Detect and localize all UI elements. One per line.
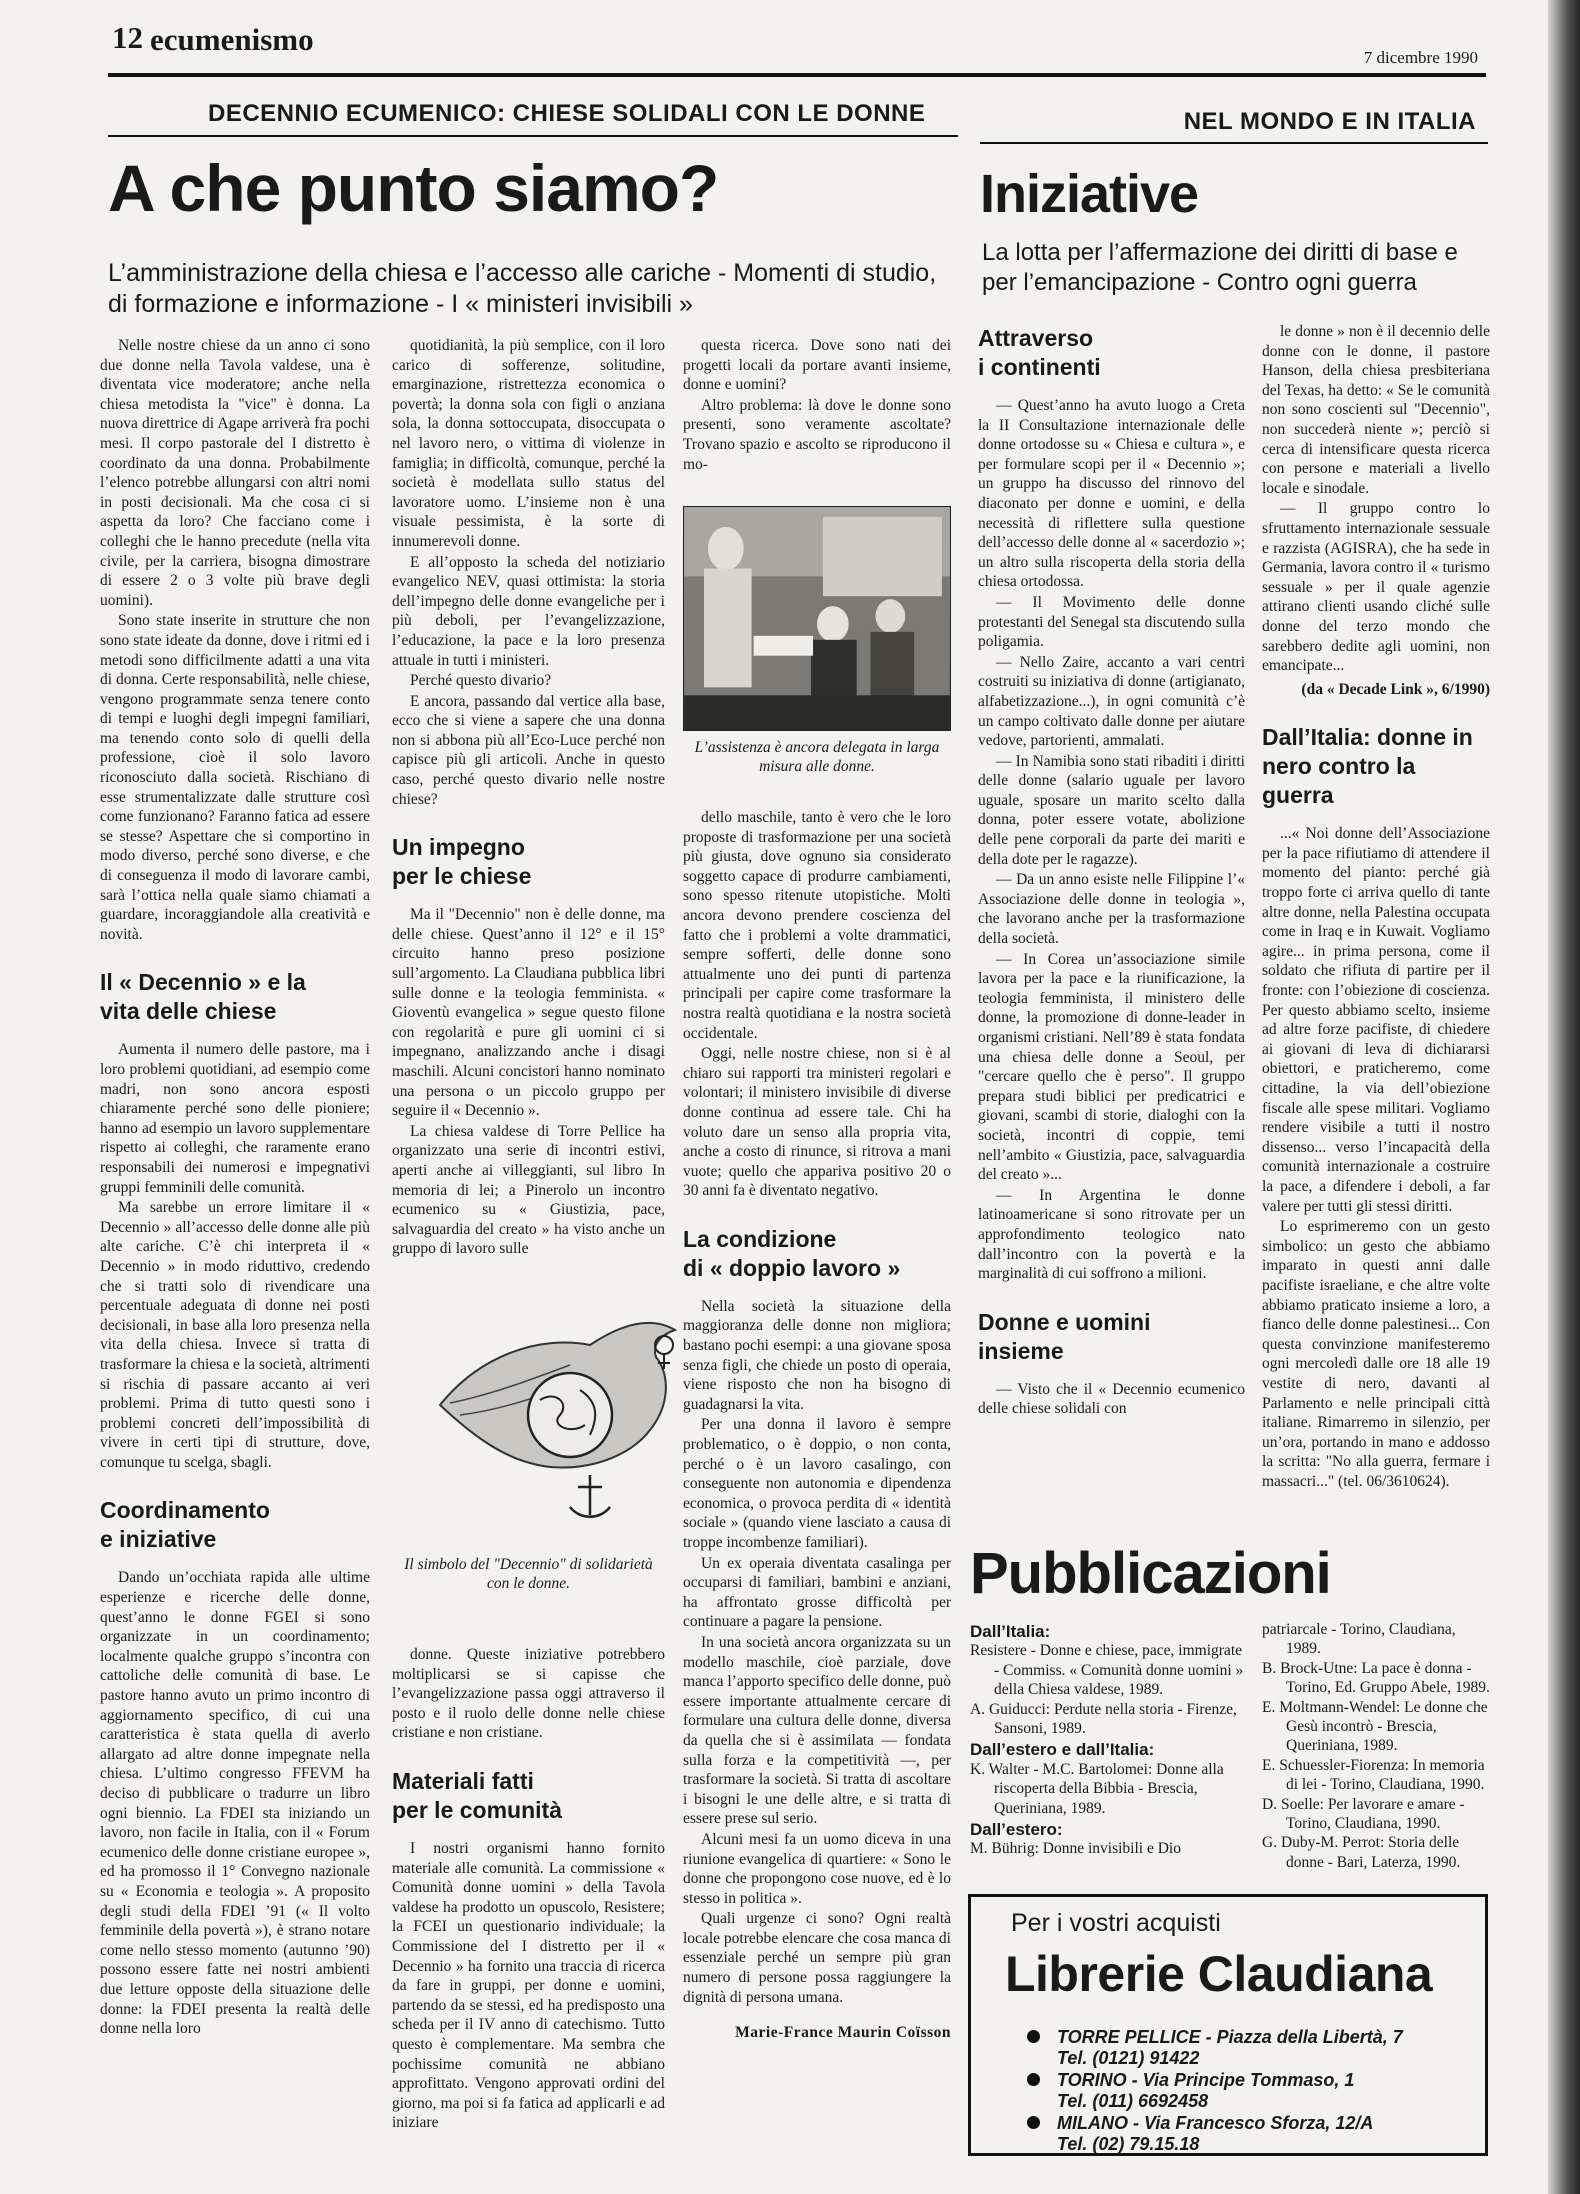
header-rule [108,73,1486,77]
paragraph: I nostri organismi hanno fornito materiale alle comunità. La commissione « Comunità donne uomini » della Tavola valdese ha prodotto un opuscolo, Resistere; la FCEI un questionario individuale; la Commissione del I distretto per il « Decennio » ha fornito una traccia di ricerca da fare in gruppi, per donne e uomini, partendo da se stessi, ed ha predisposto una scheda per il IV anno di catechismo. Tutto questo è complementare. Ma sembra che pochissime comunità ne abbiano approfittato. Vengono approvati ordini del giorno, ma poi si fa fatica ad applicarli e ad iniziare [392,1839,665,2132]
publication-entry: A. Guiducci: Perdute nella storia - Firenze, Sansoni, 1989. [970,1700,1237,1738]
paragraph: — Quest’anno ha avuto luogo a Creta la II Consultazione internazionale delle donne ortodosse su « Chiesa e cultura », e per formulare scopi per il « Decennio »; un gruppo ha discusso del rinnovo del diaconato per donne e uomini, e della necessità di riflettere sulla questione dell’accesso delle donne al « sacerdozio »; un altro sulla riscoperta della storia della chiesa ortodossa. [978,397,1245,591]
issue-date: 7 dicembre 1990 [1363,48,1478,67]
paragraph: — Nello Zaire, accanto a vari centri costruiti su iniziativa di donne (artigianato, alfabetizzazione...), in ogni comunità c’è un campo coltivato dalle donne per aiutare vedove, partorienti, ammalati. [978,653,1245,750]
paragraph: quotidianità, la più semplice, con il loro carico di sofferenze, solitudine, emarginazione, ristrettezza economica o povertà; la donna sola con figli o anziana sola, la donna sottoccupata, disoccupata o nel lavoro nero, o vittima di violenze in famiglia; in difficoltà, comunque, perché la società è modellata sullo status del lavoratore uomo. L’insieme non è una visuale pessimista, è la sorte di innumerevoli donne. [392,337,665,550]
ad-store-torre-pellice: TORRE PELLICE - Piazza della Libertà, 7 Tel. (0121) 91422 [1057,2027,1403,2069]
subheading: Donne e uomini insieme [978,1308,1151,1364]
right-article-title: Iniziative [980,164,1199,224]
paragraph: — Visto che il « Decennio ecumenico delle chiese solidali con [978,1380,1245,1418]
publication-group-heading: Dall’estero e dall’Italia: [970,1740,1155,1760]
page-edge-shadow [1548,0,1580,2194]
left-article-title: A che punto siamo? [108,151,719,225]
band-right-title: NEL MONDO E IN ITALIA [1183,108,1476,135]
paragraph: questa ricerca. Dove sono nati dei progetti locali da portare avanti insieme, donne e uomini? [683,337,951,394]
paragraph: In una società ancora organizzata su un modello maschile, cioè parziale, dove manca l’apporto specifico delle donne, può essere importante attualmente cercare di formulare una cultura delle donne, diversa da quella che si è assimilata — fondata sulla forza e la competitività —, per trasformare la società. Si tratta di ascoltare i bisogni le une delle altre, e si tratta di essere prese sul serio. [683,1633,951,1828]
paragraph: Per una donna il lavoro è sempre problematico, o è doppio, o non conta, perché o è un lavoro casalingo, con conseguente non autonomia e dipendenza economica, o provoca perdita di « identità sociale » (quando viene lasciato a causa di troppe incombenze familiari). [683,1416,951,1551]
right-article-column-1 [978,300,1245,1490]
left-article-column-2a [392,336,665,1266]
paragraph: — In Namibia sono stati ribaditi i diritti delle donne (salario uguale per lavoro uguale, sposare un marito scelto dalla donna, poter essere votate, abolizione delle pene corporali da parte dei mariti e della dote per le ragazze). [978,752,1245,868]
publications-list-left [970,1620,1248,1859]
paragraph: Sono state inserite in strutture che non sono state ideate da donne, dove i ritmi ed i metodi sono difficilmente adatti a una vita di donna. Certe responsabilità, nelle chiese, vengono programmate senza tenere conto di tempi e luoghi degli impegni familiari, ma tenendo conto solo di quelli della professione, cioè il solo lavoro riconosciuto dalla società. Rischiano di esse strumentalizzate dalle strutture così come funzionano? Faranno fatica ad essere se stesse? Aspettare che si comportino in modo diverso, perché sono diverse, e che di conseguenza il modo di lavorare cambi, sarà l’ottica nella quale siamo chiamati a guardare, incoraggiandole alla creatività e novità. [100,612,370,943]
paragraph: Quali urgenze ci sono? Ogni realtà locale potrebbe elencare che cosa manca di essenziale perché un sempre più gran numero di persone possa raggiungere la dignità di persona umana. [683,1910,951,2006]
publication-entry: Resistere - Donne e chiese, pace, immigrate - Commiss. « Comunità donne uomini » della Chiesa valdese, 1989. [970,1642,1244,1699]
band-left-title: DECENNIO ECUMENICO: CHIESE SOLIDALI CON LE DONNE [208,100,926,127]
section-title: ecumenismo [150,22,314,57]
paragraph: Ma sarebbe un errore limitare il « Decennio » all’accesso delle donne alle più alte cariche. C’è chi interpreta il « Decennio » in modo riduttivo, credendo che si tratti solo di rivendicare una percentuale adeguata di donne nei posti decisionali, in base alla loro presenza nella vita della chiesa. Invece si tratta di trasformare la chiesa e la società, altrimenti si rischia di passare accanto ai veri problemi. Prima di tutto questi sono i problemi concreti dell’impossibilità di vivere in certi tipi di strutture, dove, comunque tu scelga, sbagli. [100,1199,370,1471]
paragraph: Nella società la situazione della maggioranza delle donne non migliora; bastano pochi esempi: a una giovane sposa senza figli, che chiede un posto di operaia, viene risposto che non ha bisogno di guadagnarsi la vita. [683,1297,951,1413]
publication-entry: M. Bührig: Donne invisibili e Dio [970,1840,1181,1858]
bullet-icon [1027,2116,1040,2129]
paragraph: Lo esprimeremo con un gesto simbolico: un gesto che abbiamo imparato in questi anni dalle pacifiste israeliane, e che altre volte abbiamo praticato insieme a loro, a fianco delle donne palestinesi... Con questa convinzione manifesteremo ogni mercoledì dalle ore 18 alle 19 vestite di nero, davanti al Parlamento e nelle principali città italiane. Rimarremo in silenzio, per un’ora, portando in mano e addosso la scritta: "No alla guerra, fermare i massacri..." (tel. 06/3610624). [1262,1218,1490,1490]
paragraph: — Il Movimento delle donne protestanti del Senegal sta discutendo sulla poligamia. [978,593,1245,651]
paragraph: La chiesa valdese di Torre Pellice ha organizzato una serie di incontri estivi, aperti anche ai villeggianti, sul libro In memoria di lei; a Pinerolo un incontro ecumenico su « Giustizia, pace, salvaguardia del creato » ha visto anche un gruppo di lavoro sulle [392,1122,665,1258]
ad-store-name: Librerie Claudiana [1005,1946,1433,2002]
bullet-icon [1027,2073,1040,2086]
paragraph: Oggi, nelle nostre chiese, non si è al chiaro sui rapporti tra ministeri regolari e volontari; il ministero invisibile di diverse donne continua ad essere tale. Chi ha voluto dare un senso alla propria vita, anche a costo di rinunce, si ritrova a mani vuote; quello che appariva positivo 20 o 30 anni fa è diventato negativo. [683,1045,951,1200]
left-article-deck: L’amministrazione della chiesa e l’accesso alle cariche - Momenti di studio, di formazione e informazione - I « ministeri invisibili » [108,259,937,318]
author-signature: Marie-France Maurin Coïsson [735,2024,951,2042]
claudiana-ad [968,1894,1488,2156]
ad-store-torino: TORINO - Via Principe Tommaso, 1 Tel. (011) 6692458 [1057,2070,1354,2112]
paragraph: le donne » non è il decennio delle donne con le donne, il pastore Hanson, della chiesa presbiteriana del Texas, ha detto: « Se le comunità non sono coscienti sul "Decennio", non succederà niente »; perciò si cerca di intensificare questa ricerca con persone e materiali a livello locale e sinodale. [1262,323,1490,497]
subheading: Dall’Italia: donne in nero contro la guerra [1262,724,1473,809]
publication-entry: D. Soelle: Per lavorare e amare - Torino, Claudiana, 1990. [1262,1795,1465,1833]
assistance-photo [683,506,951,731]
page-number: 12 [112,20,143,55]
dove-caption: Il simbolo del "Decennio" di solidarietà con le donne. [404,1556,653,1592]
ad-tagline: Per i vostri acquisti [1011,1909,1221,1937]
subheading: Il « Decennio » e la vita delle chiese [100,969,306,1025]
left-article-column-3a [683,336,951,496]
paragraph: ...« Noi donne dell’Associazione per la pace rifiutiamo di attendere il momento del pianto: perché già troppo forte ci arriva quello di tante altre donne, nella Palestina occupata come in Iraq e in Kuwait. Vogliamo agire... in prima persona, come il soldato che rifiuta di partire per il fronte: con l’obiezione di coscienza. Per questo abbiamo scelto, insieme ad altre forze pacifiste, di chiedere ai giovani di leva di dichiararsi obiettori, e praticheremo, come cittadine, la via dell’obiezione fiscale alle spese militari. Vogliamo rendere visibile a tutti il nostro dissenso... verso l’incapacità della comunità internazionale a costruire la pace, a difendere i deboli, a far valere per tutti gli stessi diritti. [1262,825,1490,1215]
right-article-column-2 [1262,322,1490,1490]
publication-group-heading: Dall’Italia: [970,1622,1051,1641]
paragraph: E all’opposto la scheda del notiziario evangelico NEV, quasi ottimista: la storia dell’impegno delle donne evangeliche per i più deboli, per l’evangelizzazione, l’educazione, la pace e la loro presenza attuale in tutti i ministeri. [392,553,665,669]
left-article-column-2b [392,1645,665,2175]
paragraph: Perché questo divario? [410,672,552,690]
subheading: Materiali fatti per le comunità [392,1767,562,1823]
publication-entry: B. Brock-Utne: La pace è donna - Torino, Ed. Gruppo Abele, 1989. [1262,1659,1490,1697]
bullet-icon [1027,2030,1040,2043]
paragraph: Altro problema: là dove le donne sono presenti, sono veramente ascoltate? Trovano spazio e ascolto se riproducono il mo- [683,396,951,473]
subheading: La condizione di « doppio lavoro » [683,1225,901,1281]
decade-dove-symbol [420,1285,690,1545]
paragraph: E ancora, passando dal vertice alla base, ecco che si viene a sapere che una donna non si abbona più all’Eco-Luce perché non capisce più gli articoli. Anche in questo caso, perché questo divario nelle nostre chiese? [392,692,665,808]
band-rule-left [108,135,958,137]
publication-entry: E. Schuessler-Fiorenza: In memoria di lei - Torino, Claudiana, 1990. [1262,1756,1485,1794]
paragraph: dello maschile, tanto è vero che le loro proposte di trasformazione per una società più giusta, dove ognuno sia considerato soggetto capace di produrre cambiamenti, sono spesso ritenute utopistiche. Molti ancora devono prendere coscienza del fatto che i problemi a volte drammatici, sempre sofferti, delle donne sono attualmente uno dei punti di partenza principali per capire come trasformare la nostra realtà quotidiana e la nostra società occidentale. [683,809,951,1042]
source-note: (da « Decade Link », 6/1990) [1301,680,1490,698]
publication-entry: patriarcale - Torino, Claudiana, 1989. [1262,1621,1456,1658]
band-rule-right [980,142,1488,144]
ad-store-milano: MILANO - Via Francesco Sforza, 12/A Tel. (02) 79.15.18 [1057,2113,1373,2155]
publications-title: Pubblicazioni [970,1541,1331,1606]
photo-caption: L’assistenza è ancora delegata in larga misura alle donne. [694,739,940,775]
right-article-deck: La lotta per l’affermazione dei diritti di base e per l’emancipazione - Contro ogni guerra [982,239,1458,296]
paragraph: Un ex operaia diventata casalinga per occuparsi di familiari, bambini e anziani, ha affrontato grosse difficoltà per continuare a pagare la pensione. [683,1554,951,1631]
paragraph: — Il gruppo contro lo sfruttamento internazionale sessuale e razzista (AGISRA), che ha sede in Germania, lavora contro il « turismo sessuale » per il quale agenzie attirano clienti usando cliché sulle donne del terzo mondo che sarebbero dedite agli uomini, non emancipate... [1262,500,1490,675]
publication-entry: K. Walter - M.C. Bartolomei: Donne alla riscoperta della Bibbia - Brescia, Queriniana, 1989. [970,1760,1224,1817]
publication-entry: G. Duby-M. Perrot: Storia delle donne - Bari, Laterza, 1990. [1262,1834,1461,1871]
publication-group-heading: Dall’estero: [970,1820,1063,1840]
publications-list-right [1262,1620,1490,1872]
publication-entry: E. Moltmann-Wendel: Le donne che Gesù incontrò - Brescia, Queriniana, 1989. [1262,1698,1488,1755]
paragraph: Ma il "Decennio" non è delle donne, ma delle chiese. Quest’anno il 12° e il 15° circuito hanno preso posizione sull’argomento. La Claudiana pubblica libri sulle donne e la teologia femminista. « Gioventù evangelica » segue questo filone con regolarità e pure gli uomini ci si impegnano, analizzando anche i disagi maschili. Alcuni concistori hanno nominato una persona o un piccolo gruppo per seguire il « Decennio ». [392,906,665,1120]
paragraph: — In Corea un’associazione simile lavora per la pace e la riunificazione, la teologia femminista, il ministero delle donne, la promozione di donne-leader in organismi cristiani. Nell’89 è stata fondata una chiesa delle donne a Seoul, per "cercare quello che è perso". Il gruppo prepara studi biblici per predicatrici e giovani, scambi di storie, dialoghi con la società, incontri di coppie, temi nell’ambito « Giustizia, pace, salvaguardia del creato »... [978,950,1245,1184]
paragraph: Alcuni mesi fa un uomo diceva in una riunione evangelica di quartiere: « Sono le donne che propongono cose nuove, ed è lo stesso in politica ». [683,1830,951,1907]
paragraph: Nelle nostre chiese da un anno ci sono due donne nella Tavola valdese, una è diventata vice moderatore; anche nella chiesa metodista la "vice" è donna. La nuova direttrice di Agape arriverà fra pochi mesi. Il corpo pastorale del I distretto è coordinato da una donna. Probabilmente l’elenco potrebbe allungarsi con altri nomi in posti decisionali. Ma che cosa ci si aspetta da loro? Che facciano come i colleghi che le hanno precedute (nella vita civile, per la carriera, bisogna dimostrare di essere 2 o 3 volte più brave degli uomini). [100,337,370,609]
paragraph: — In Argentina le donne latinoamericane si sono ritrovate per un approfondimento teologico nato dall’incontro con la povertà e la marginalità di cui soffrono a milioni. [978,1186,1245,1283]
subheading: Attraverso i continenti [978,325,1101,380]
paragraph: Dando un’occhiata rapida alle ultime esperienze e ricerche delle donne, quest’anno le donne FGEI si sono organizzate in un coordinamento; localmente qualche gruppo s’incontra con cattoliche delle comunità di base. Le pastore hanno avuto un primo incontro di aggiornamento specifico, di cui una caratteristica è stata quella di averlo allargato ad altre donne impegnate nella chiesa. L’ultimo congresso FFEVM ha deciso di pubblicare o tradurre un libro ogni biennio. La FDEI sta iniziando un lavoro, non facile in Italia, con il « Forum ecumenico delle donne cristiane europee », ed ha promosso il 1° Convegno nazionale su « Economia e teologia ». A proposito degli studi della FDEI ’91 (« Il volto femminile della povertà »), è strano notare come nello stesso momento (autunno ’90) possono essere fatte nei nostri ambienti due letture opposte della situazione delle donne: la FDEI presenta la realtà delle donne nella loro [100,1569,370,2038]
paragraph: — Da un anno esiste nelle Filippine l’« Associazione delle donne in teologia », che lavorano anche per la trasformazione della società. [978,871,1245,948]
paragraph: Aumenta il numero delle pastore, ma i loro problemi quotidiani, ad esempio come madri, non sono ancora esposti chiaramente perché sono delle pioniere; hanno ad esempio un lavoro supplementare rispetto ai colleghi, che raramente erano responsabili dei numerosi e impegnativi gruppi femminili delle comunità. [100,1041,370,1196]
left-article-column-3b [683,808,951,2178]
subheading: Coordinamento e iniziative [100,1497,270,1553]
subheading: Un impegno per le chiese [392,834,532,890]
paragraph: donne. Queste iniziative potrebbero moltiplicarsi se si capisse che l’evangelizzazione passa oggi attraverso il posto e il ruolo delle donne nelle chiese cristiane e non cristiane. [392,1646,665,1742]
left-article-column-1 [100,336,370,2176]
